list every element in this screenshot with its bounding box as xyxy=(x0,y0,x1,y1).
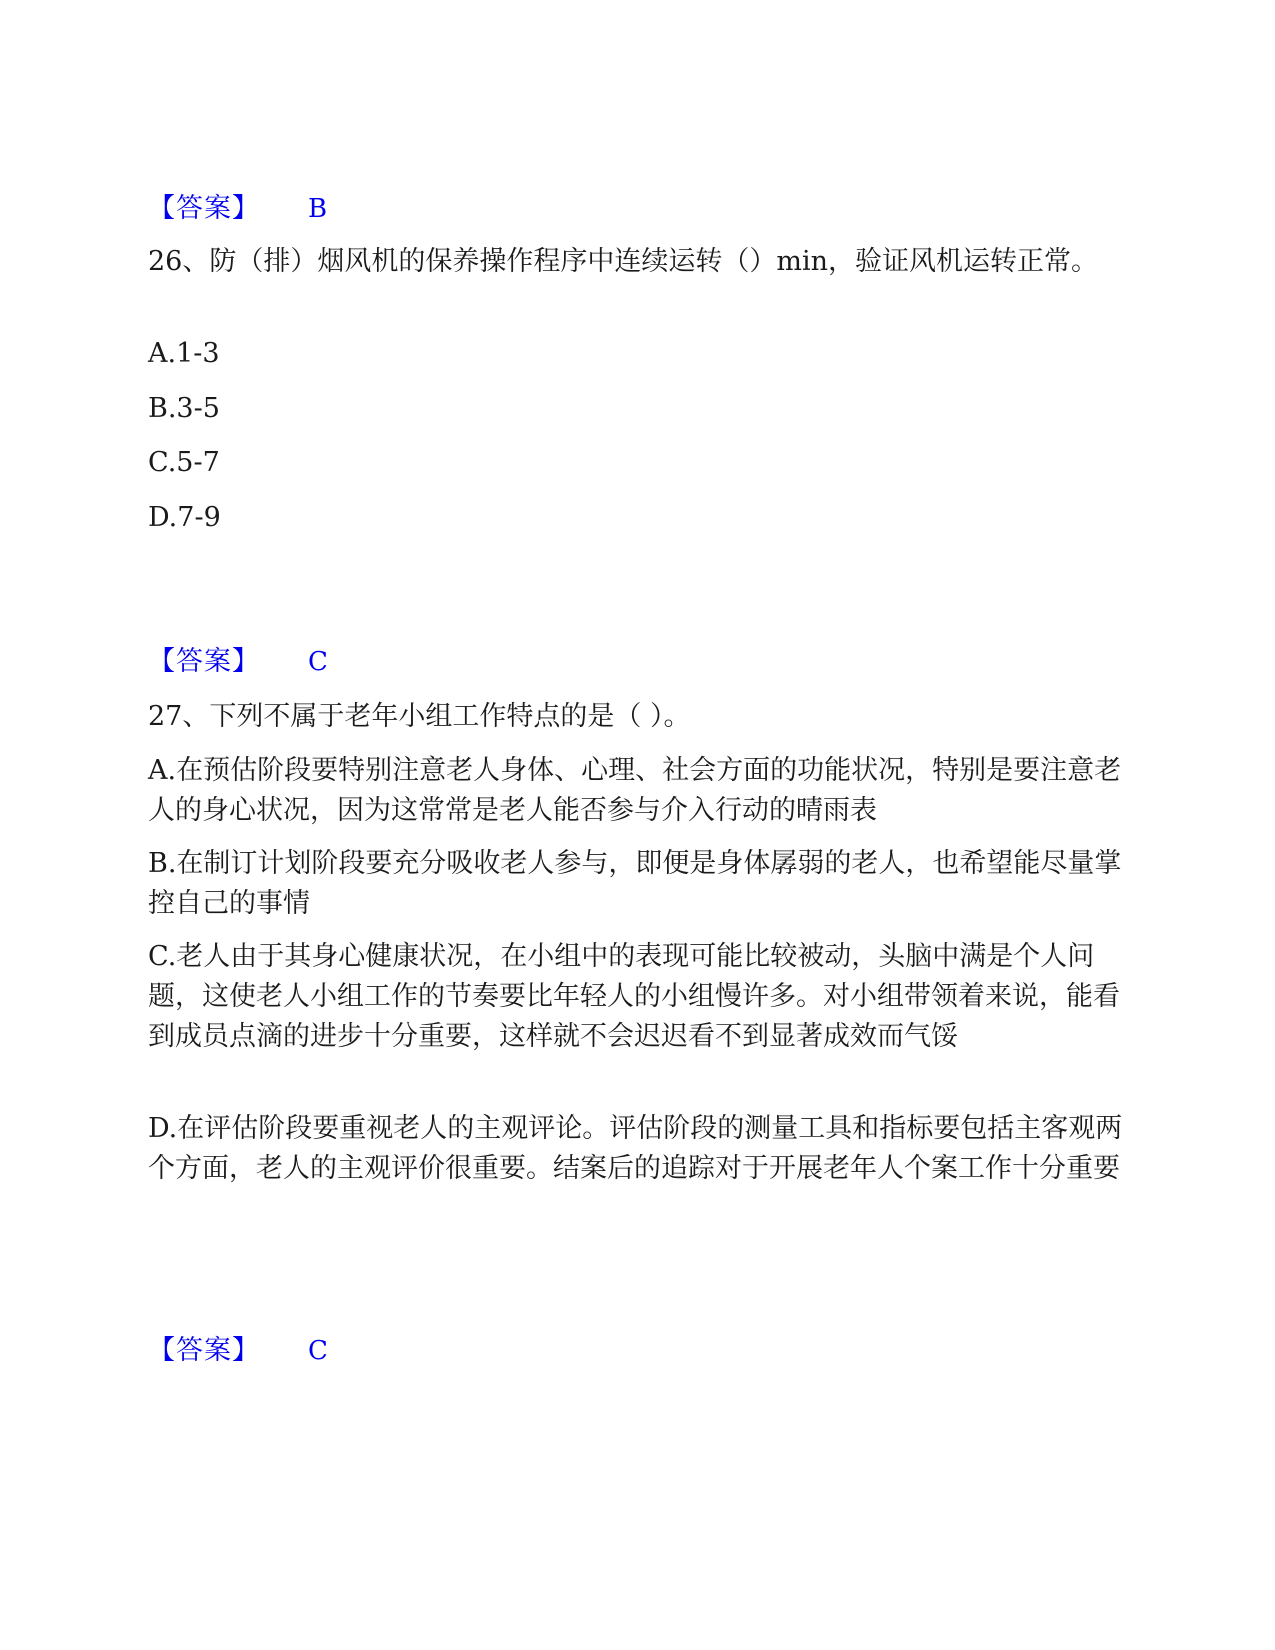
answer-value: B xyxy=(308,194,328,224)
option-d: D.在评估阶段要重视老人的主观评论。评估阶段的测量工具和指标要包括主客观两个方面，老人的主观评价很重要。结案后的追踪对于开展老年人个案工作十分重要 xyxy=(148,1113,1123,1184)
answer-line xyxy=(148,1331,328,1371)
question-27: 27、下列不属于老年小组工作特点的是（ ）。 xyxy=(148,701,691,732)
answer-line xyxy=(148,189,328,229)
answer-line xyxy=(148,642,328,682)
option-a: A.1-3 xyxy=(148,338,220,369)
option-c: C.老人由于其身心健康状况，在小组中的表现可能比较被动，头脑中满是个人问题，这使老人小组工作的节奏要比年轻人的小组慢许多。对小组带领着来说，能看到成员点滴的进步十分重要，这样就不会迟迟看不到显著成效而气馁 xyxy=(148,941,1120,1052)
answer-label: 【答案】 xyxy=(148,646,260,677)
option-d: D.7-9 xyxy=(148,502,221,533)
option-b: B.在制订计划阶段要充分吸收老人参与，即便是身体孱弱的老人，也希望能尽量掌控自己的事情 xyxy=(148,848,1122,919)
answer-value: C xyxy=(308,647,328,677)
option-b: B.3-5 xyxy=(148,393,220,424)
answer-label: 【答案】 xyxy=(148,193,260,224)
option-a: A.在预估阶段要特别注意老人身体、心理、社会方面的功能状况，特别是要注意老人的身心状况，因为这常常是老人能否参与介入行动的晴雨表 xyxy=(148,755,1122,826)
option-c: C.5-7 xyxy=(148,447,220,478)
answer-value: C xyxy=(308,1336,328,1366)
answer-label: 【答案】 xyxy=(148,1335,260,1366)
question-26: 26、防（排）烟风机的保养操作程序中连续运转（）min，验证风机运转正常。 xyxy=(148,246,1098,277)
